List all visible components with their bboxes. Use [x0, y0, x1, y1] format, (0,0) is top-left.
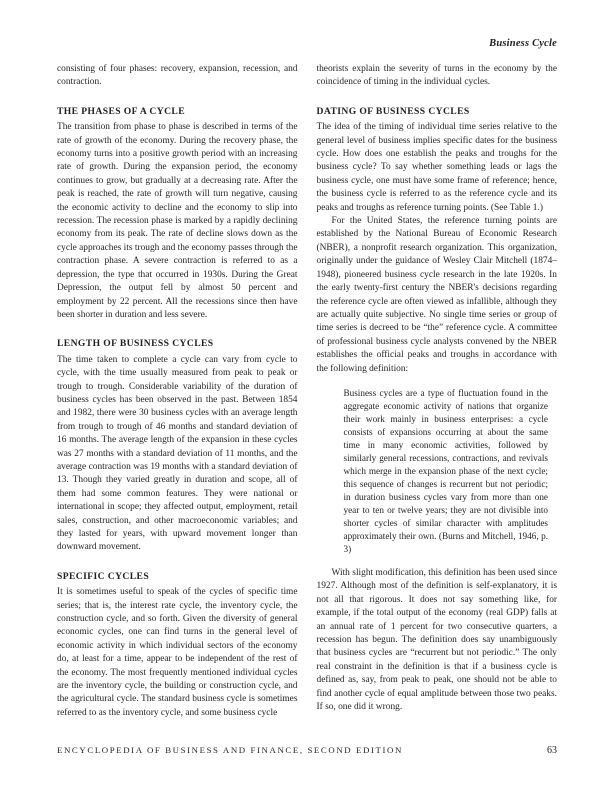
- paragraph-dating-1: The idea of the timing of individual time series relative to the general level of business implies specific dates for the business cycle. How does one establish the peaks and troughs for the business cycle? To say whether something leads or lags the business cycle, one must have some frame of reference; hence, the business cycle is referred to as the reference cycle and its peaks and troughs as reference turning points. (See Table 1.): [316, 122, 557, 213]
- two-column-body: [57, 63, 557, 720]
- left-column: [57, 63, 298, 720]
- paragraph-dating-3: With slight modification, this definition has been used since 1927. Although most of the definition is self-explanatory, it is not all that rigorous. It does not say something like, for example, if the total output of the economy (real GDP) falls at an annual rate of 1 percent for two consecutive quarters, a recession has begun. The definition does say unambiguously that business cycles are “recurrent but not periodic.” The only real constraint in the definition is that if a business cycle is defined as, say, from peak to peak, one should not be able to find another cycle of equal amplitude between those two peaks. If so, one did it wrong.: [316, 567, 557, 712]
- footer-book-title: ENCYCLOPEDIA OF BUSINESS AND FINANCE, SECOND EDITION: [57, 745, 403, 755]
- heading-specific-cycles: SPECIFIC CYCLES: [57, 570, 150, 582]
- page-footer: [57, 745, 557, 756]
- heading-dating-of-business-cycles: DATING OF BUSINESS CYCLES: [316, 105, 470, 117]
- paragraph-dating-2: For the United States, the reference turning points are established by the National Bureau of Economic Research (NBER), a nonprofit research organization. This organization, originally under the guidance of Wesley Clair Mitchell (1874–1948), pioneered business cycle research in the late 1920s. In the early twenty-first century the NBER's decisions regarding the reference cycle are often viewed as infallible, although they are actually quite subjective. No single time series or group of time series is decreed to be “the” reference cycle. A committee of professional business cycle analysts convened by the NBER establishes the official peaks and troughs in accordance with the following definition:: [316, 216, 557, 374]
- footer-page-number: 63: [547, 745, 557, 756]
- paragraph-continuation-left: consisting of four phases: recovery, expansion, recession, and contraction.: [57, 64, 298, 88]
- paragraph-continuation-right: theorists explain the severity of turns in the economy by the coincidence of timing in the individual cycles.: [316, 64, 557, 88]
- paragraph-specific-cycles: It is sometimes useful to speak of the cycles of specific time series; that is, the interest rate cycle, the inventory cycle, the construction cycle, and so forth. Given the diversity of general economic cycles, one can find turns in the general level of economic activity in which individual sectors of the economy do, at least for a time, appear to be independent of the rest of the economy. The most frequently mentioned individual cycles are the inventory cycle, the building or construction cycle, and the agricultural cycle. The standard business cycle is sometimes referred to as the inventory cycle, and some business cycle: [57, 587, 298, 718]
- right-column: [317, 63, 558, 720]
- heading-phases-of-a-cycle: THE PHASES OF A CYCLE: [57, 105, 185, 117]
- paragraph-length-of-business-cycles: The time taken to complete a cycle can vary from cycle to cycle, with the time usually measured from peak to peak or trough to trough. Considerable variability of the duration of business cycles has been observed in the past. Between 1854 and 1982, there were 30 business cycles with an average length from trough to trough of 46 months and standard deviation of 16 months. The average length of the expansion in these cycles was 27 months with a standard deviation of 11 months, and the average contraction was 19 months with a standard deviation of 13. Though they varied greatly in duration and scope, all of them had some common features. They were national or international in scope; they affected output, employment, retail sales, construction, and other macroeconomic variables; and they lasted for years, with upward movement longer than downward movement.: [57, 354, 298, 553]
- running-head-title: Business Cycle: [489, 38, 557, 49]
- heading-length-of-business-cycles: LENGTH OF BUSINESS CYCLES: [57, 338, 214, 350]
- blockquote-nber-definition: Business cycles are a type of fluctuation found in the aggregate economic activity of nations that organize their work mainly in business enterprises: a cycle consists of expansions occurring at about the same time in many economic activities, followed by similarly general recessions, contractions, and revivals which merge in the expansion phase of the next cycle; this sequence of changes is recurrent but not periodic; in duration business cycles vary from more than one year to ten or twelve years; they are not divisible into shorter cycles of similar character with amplitudes approximately their own. (Burns and Mitchell, 1946, p. 3): [343, 387, 548, 554]
- paragraph-phases-of-a-cycle: The transition from phase to phase is described in terms of the rate of growth of the economy. During the recovery phase, the economy turns into a positive growth period with an increasing rate of growth. During the expansion period, the economy continues to grow, but gradually at a decreasing rate. After the peak is reached, the rate of growth will turn negative, causing the economic activity to decline and the economy to slip into recession. The recession phase is marked by a rapidly declining economy from its peak. The rate of decline slows down as the cycle approaches its trough and the economy passes through the contraction phase. A severe contraction is referred to as a depression, the type that occurred in 1930s. During the Great Depression, the output fell by almost 50 percent and employment by 22 percent. All the recessions since then have been shorter in duration and less severe.: [57, 122, 298, 320]
